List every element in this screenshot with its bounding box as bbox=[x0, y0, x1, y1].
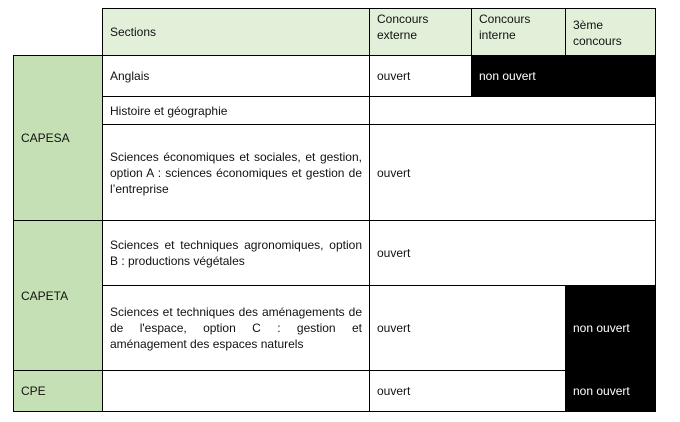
section-label: Histoire et géographie bbox=[110, 103, 228, 118]
status-text: ouvert bbox=[377, 384, 411, 398]
row-anglais-section bbox=[102, 55, 370, 97]
group-capesa bbox=[13, 55, 103, 221]
section-label: Anglais bbox=[110, 69, 150, 83]
row-amenagements-troisieme bbox=[565, 285, 656, 371]
header-concours-externe bbox=[369, 8, 472, 56]
row-cpe-externe-interne bbox=[369, 370, 566, 412]
header-sections-label: Sections bbox=[110, 25, 157, 39]
header-externe-label: Concours externe bbox=[377, 12, 429, 42]
row-histoire-section bbox=[102, 96, 370, 125]
status-text: non ouvert bbox=[479, 69, 536, 83]
header-interne-label: Concours interne bbox=[479, 12, 531, 42]
status-text: ouvert bbox=[377, 246, 411, 260]
group-capeta bbox=[13, 220, 103, 371]
row-anglais-externe bbox=[369, 55, 472, 97]
row-ses-section bbox=[102, 124, 370, 221]
status-text: non ouvert bbox=[573, 384, 630, 398]
header-sections bbox=[102, 8, 370, 56]
section-label: Sciences économiques et sociales, et gestion, option A : sciences économiques et gestion de l’entreprise bbox=[110, 149, 362, 196]
row-sta-section bbox=[102, 220, 370, 286]
row-ses-status bbox=[369, 124, 656, 221]
header-troisieme-label: 3ème concours bbox=[573, 18, 622, 48]
header-concours-interne bbox=[471, 8, 566, 56]
group-cpe bbox=[13, 370, 103, 412]
header-troisieme-concours bbox=[565, 8, 656, 56]
section-label: Sciences et techniques agronomiques, option B : productions végétales bbox=[110, 238, 362, 268]
row-amenagements-externe-interne bbox=[369, 285, 566, 371]
row-cpe-section bbox=[102, 370, 370, 412]
row-sta-status bbox=[369, 220, 656, 286]
row-anglais-interne-troisieme bbox=[471, 55, 656, 97]
group-capeta-label: CAPETA bbox=[21, 288, 69, 303]
row-histoire-status bbox=[369, 96, 656, 125]
status-text: ouvert bbox=[377, 165, 411, 180]
row-amenagements-section bbox=[102, 285, 370, 371]
section-label: Sciences et techniques des aménagements de de l'espace, option C : gestion et aménagement des espaces naturels bbox=[110, 305, 362, 351]
status-text: ouvert bbox=[377, 321, 411, 335]
row-cpe-troisieme bbox=[565, 370, 656, 412]
group-capesa-label: CAPESA bbox=[21, 131, 70, 145]
status-text: ouvert bbox=[377, 69, 411, 83]
status-text: non ouvert bbox=[573, 321, 630, 335]
group-cpe-label: CPE bbox=[21, 384, 46, 398]
